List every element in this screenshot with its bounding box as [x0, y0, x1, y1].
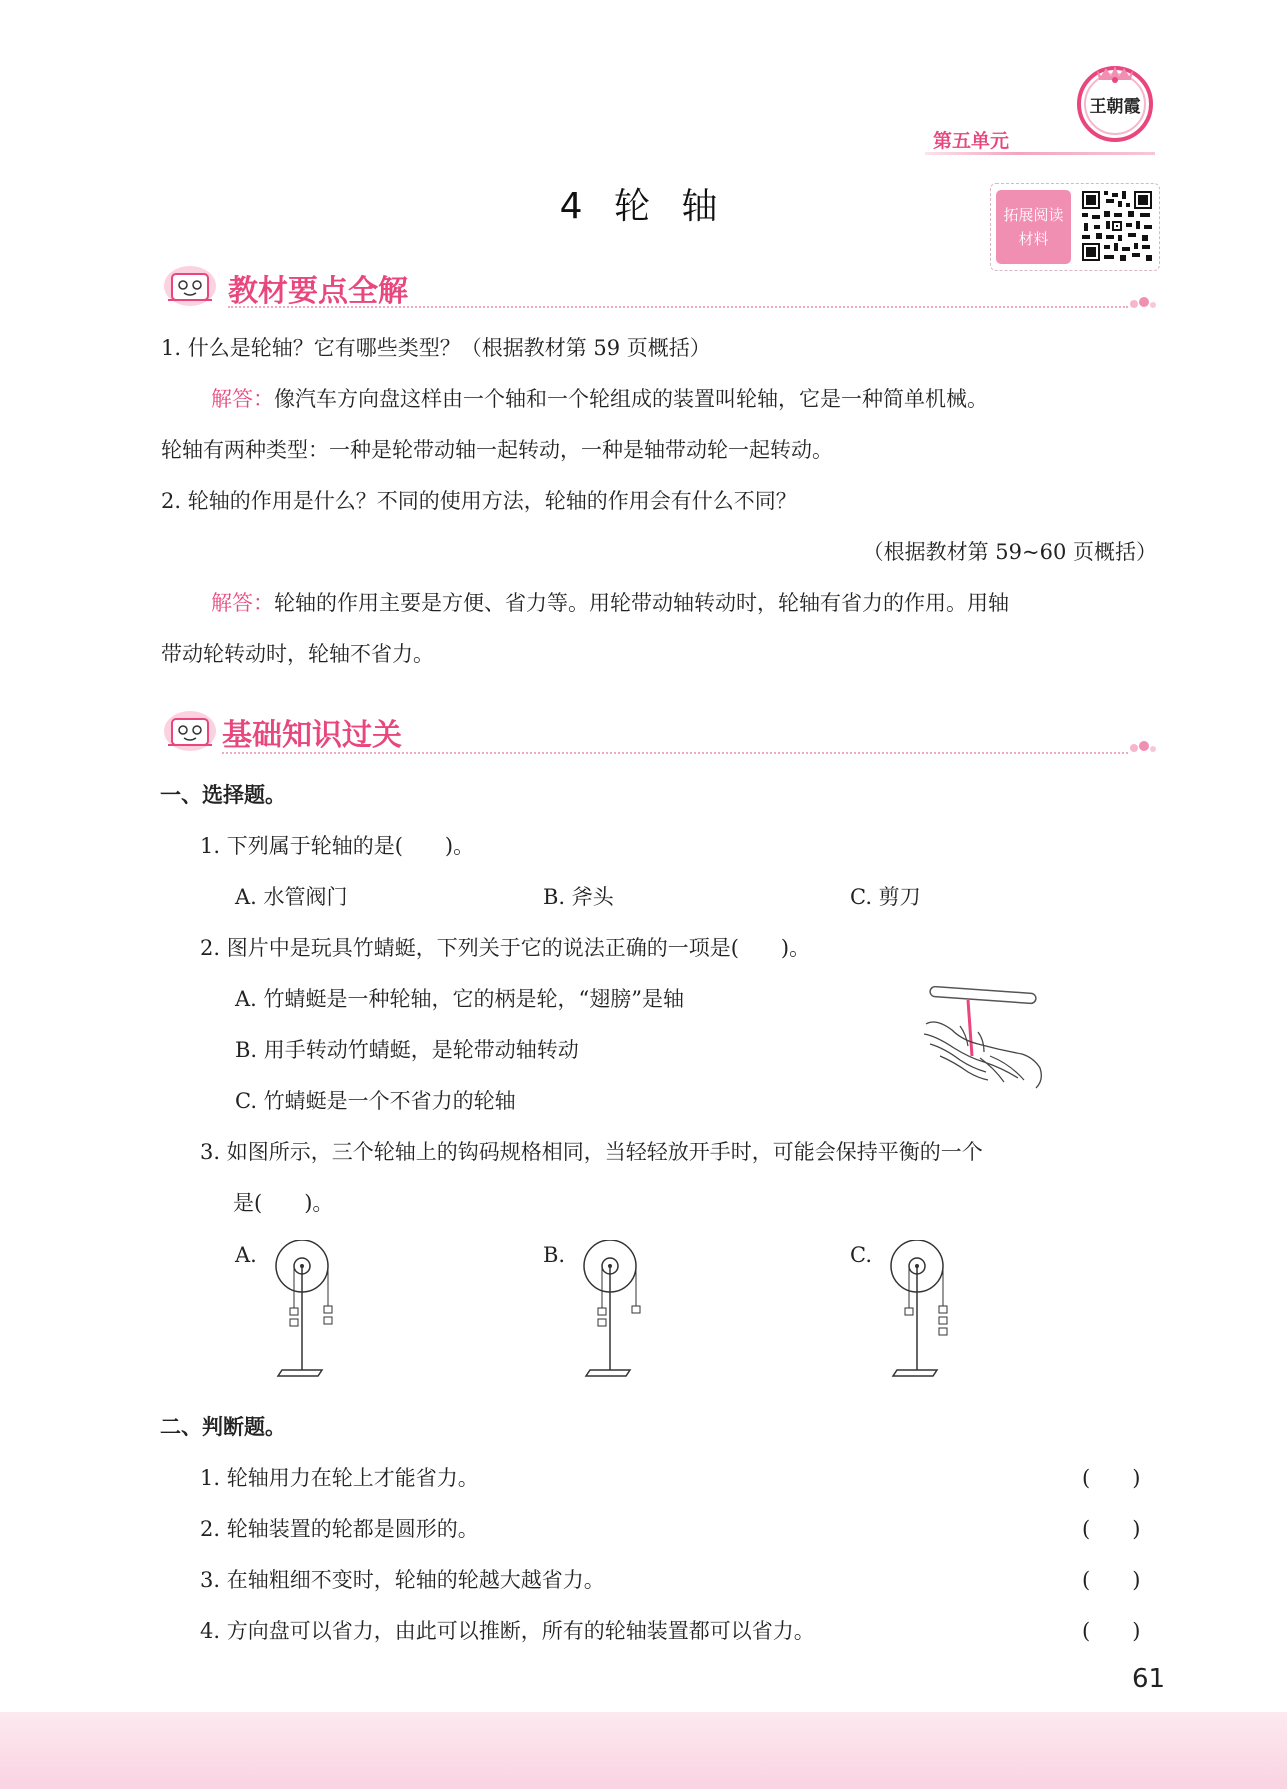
answer-2-text: 轮轴的作用主要是方便、省力等。用轮带动轴转动时，轮轴有省力的作用。用轴	[274, 591, 1009, 615]
key-question-1: 1. 什么是轮轴？它有哪些类型？（根据教材第 59 页概括）	[161, 336, 711, 360]
choice-2-option-b[interactable]: B. 用手转动竹蜻蜓，是轮带动轴转动	[235, 1038, 579, 1062]
answer-label: 解答：	[211, 591, 274, 615]
unit-underline	[925, 152, 1155, 155]
section-divider	[228, 306, 1128, 308]
judge-item-3: 3. 在轴粗细不变时，轮轴的轮越大越省力。	[200, 1568, 605, 1592]
choice-3-option-a[interactable]: A.	[235, 1243, 257, 1267]
qr-tag-line-2: 材料	[1018, 230, 1049, 248]
answer-2-line-1	[211, 588, 1009, 618]
answer-1-line-1	[211, 384, 988, 414]
bamboo-dragonfly-illustration	[920, 986, 1050, 1098]
wheel-axle-diagram-a	[270, 1240, 370, 1380]
choice-2-option-c[interactable]: C. 竹蜻蜓是一个不省力的轮轴	[235, 1089, 516, 1113]
section-mascot-icon	[160, 705, 220, 753]
judge-item-4: 4. 方向盘可以省力，由此可以推断，所有的轮轴装置都可以省力。	[200, 1619, 815, 1643]
question-2-source: （根据教材第 59~60 页概括）	[862, 540, 1157, 564]
judge-answer-bracket-3[interactable]: ( )	[1082, 1568, 1141, 1592]
answer-label: 解答：	[211, 387, 274, 411]
divider-dots-icon	[1128, 740, 1158, 754]
section-title-key-points: 教材要点全解	[228, 274, 408, 309]
divider-dots-icon	[1128, 296, 1158, 310]
wheel-axle-diagram-c	[885, 1240, 985, 1380]
section-mascot-icon	[160, 260, 220, 308]
choice-1-option-b[interactable]: B. 斧头	[543, 885, 614, 909]
choice-3-option-b[interactable]: B.	[543, 1243, 566, 1267]
choice-question-3-line-1: 3. 如图所示，三个轮轴上的钩码规格相同，当轻轻放开手时，可能会保持平衡的一个	[200, 1140, 983, 1164]
choice-3-option-c[interactable]: C.	[850, 1243, 872, 1267]
choice-question-2: 2. 图片中是玩具竹蜻蜓，下列关于它的说法正确的一项是( )。	[200, 936, 811, 960]
answer-1-text: 像汽车方向盘这样由一个轴和一个轮组成的装置叫轮轴，它是一种简单机械。	[274, 387, 988, 411]
choice-question-1: 1. 下列属于轮轴的是( )。	[200, 834, 475, 858]
qr-code-icon[interactable]	[1080, 189, 1154, 263]
judge-item-2: 2. 轮轴装置的轮都是圆形的。	[200, 1517, 479, 1541]
judge-answer-bracket-4[interactable]: ( )	[1082, 1619, 1141, 1643]
section-divider	[222, 752, 1128, 754]
unit-label: 第五单元	[933, 130, 1010, 152]
judge-answer-bracket-1[interactable]: ( )	[1082, 1466, 1141, 1490]
lesson-title: 4 轮 轴	[559, 186, 728, 227]
author-badge-icon	[1073, 58, 1157, 142]
section-title-basics: 基础知识过关	[222, 718, 402, 753]
footer-band	[0, 1712, 1287, 1789]
choice-question-3-line-2: 是( )。	[233, 1191, 334, 1215]
badge-name: 王朝霞	[1089, 97, 1141, 117]
page-number: 61	[1132, 1664, 1166, 1694]
choice-1-option-a[interactable]: A. 水管阀门	[235, 885, 348, 909]
choice-heading: 一、选择题。	[160, 783, 286, 807]
answer-2-line-2: 带动轮转动时，轮轴不省力。	[161, 642, 434, 666]
qr-tag[interactable]	[996, 190, 1071, 264]
qr-tag-line-1: 拓展阅读	[1003, 206, 1064, 224]
choice-2-option-a[interactable]: A. 竹蜻蜓是一种轮轴，它的柄是轮，“翅膀”是轴	[235, 987, 684, 1011]
answer-1-line-2: 轮轴有两种类型：一种是轮带动轴一起转动，一种是轴带动轮一起转动。	[161, 438, 833, 462]
choice-1-option-c[interactable]: C. 剪刀	[850, 885, 921, 909]
judge-heading: 二、判断题。	[160, 1415, 286, 1439]
judge-answer-bracket-2[interactable]: ( )	[1082, 1517, 1141, 1541]
wheel-axle-diagram-b	[578, 1240, 678, 1380]
key-question-2: 2. 轮轴的作用是什么？不同的使用方法，轮轴的作用会有什么不同？	[161, 489, 797, 513]
judge-item-1: 1. 轮轴用力在轮上才能省力。	[200, 1466, 479, 1490]
